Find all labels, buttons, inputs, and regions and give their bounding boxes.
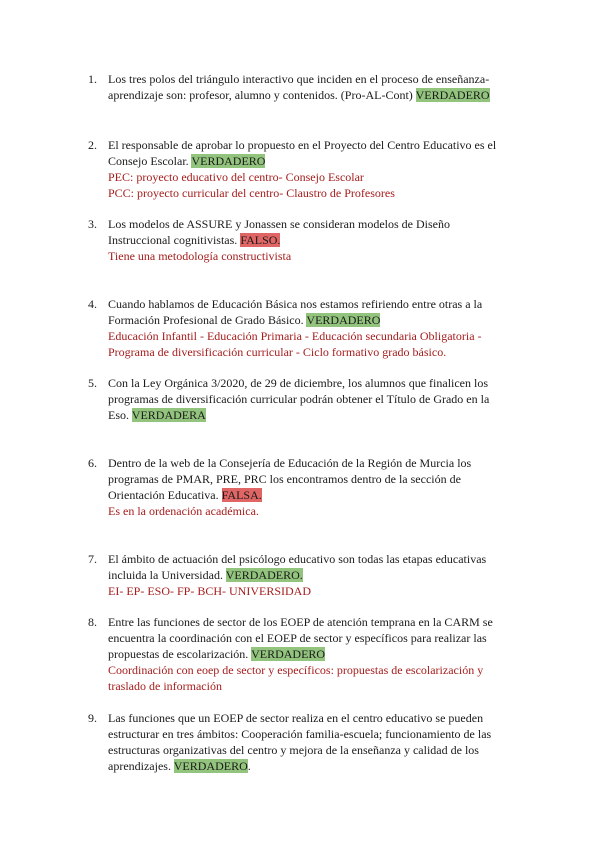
question-number: 2.: [88, 138, 97, 152]
answer-note: Coordinación con eoep de sector y específicos: propuestas de escolarización y traslado de información: [108, 663, 484, 693]
question-text: Los modelos de ASSURE y Jonassen se consideran modelos de Diseño Instruccional cognitivistas.: [108, 217, 450, 247]
verdict-true-badge: VERDADERA: [131, 408, 206, 422]
question-number: 6.: [88, 456, 97, 470]
answer-note: Educación Infantil - Educación Primaria - Educación secundaria Obligatoria - Programa de diversificación curricular - Ciclo formativo grado básico.: [108, 329, 482, 359]
question-1: [88, 71, 504, 103]
question-number: 7.: [88, 552, 97, 566]
answer-note: EI- EP- ESO- FP- BCH- UNIVERSIDAD: [108, 584, 311, 598]
question-text: Cuando hablamos de Educación Básica nos estamos refiriendo entre otras a la Formación Profesional de Grado Básico.: [108, 297, 483, 327]
question-text: Las funciones que un EOEP de sector realiza en el centro educativo se pueden estructurar en tres ámbitos: Cooperación familia-escuela; funcionamiento de las estructuras organizativas del centro y mejora de la enseñanza y calidad de los aprendizajes.: [108, 711, 492, 773]
question-8: [88, 614, 504, 694]
answer-note: Tiene una metodología constructivista: [108, 249, 292, 263]
question-text: Dentro de la web de la Consejería de Educación de la Región de Murcia los programas de PMAR, PRE, PRC los encontramos dentro de la sección de Orientación Educativa.: [108, 456, 472, 502]
question-number: 1.: [88, 72, 97, 86]
question-3: [88, 216, 504, 264]
verdict-true-badge: VERDADERO: [251, 647, 326, 661]
question-text: El responsable de aprobar lo propuesto en el Proyecto del Centro Educativo es el Consejo Escolar.: [108, 138, 497, 168]
question-9: [88, 710, 504, 774]
question-2: [88, 137, 504, 201]
trailing-period: .: [247, 759, 251, 773]
answer-note: PEC: proyecto educativo del centro- Consejo Escolar: [108, 170, 364, 184]
question-6: [88, 455, 504, 519]
question-text: Los tres polos del triángulo interactivo que inciden en el proceso de enseñanza-aprendizaje son: profesor, alumno y contenidos. (Pro-AL-Cont): [108, 72, 490, 102]
question-7: [88, 551, 504, 599]
answer-note: Es en la ordenación académica.: [108, 504, 259, 518]
question-5: [88, 375, 504, 423]
verdict-true-badge: VERDADERO: [173, 759, 248, 773]
verdict-false-badge: FALSA.: [221, 488, 262, 502]
verdict-true-badge: VERDADERO: [191, 154, 266, 168]
answer-note: PCC: proyecto curricular del centro- Claustro de Profesores: [108, 186, 395, 200]
question-number: 9.: [88, 711, 97, 725]
verdict-true-badge: VERDADERO: [415, 88, 490, 102]
verdict-false-badge: FALSO.: [240, 233, 281, 247]
question-text: El ámbito de actuación del psicólogo educativo son todas las etapas educativas incluida la Universidad.: [108, 552, 487, 582]
question-text: Entre las funciones de sector de los EOEP de atención temprana en la CARM se encuentra la coordinación con el EOEP de sector y específicos para realizar las propuestas de escolarización.: [108, 615, 493, 661]
question-number: 3.: [88, 217, 97, 231]
question-number: 5.: [88, 376, 97, 390]
question-text: Con la Ley Orgánica 3/2020, de 29 de diciembre, los alumnos que finalicen los programas de diversificación curricular podrán obtener el Título de Grado en la Eso.: [108, 376, 490, 422]
verdict-true-badge: VERDADERO.: [225, 568, 303, 582]
question-4: [88, 296, 504, 360]
question-number: 8.: [88, 615, 97, 629]
verdict-true-badge: VERDADERO: [306, 313, 381, 327]
question-number: 4.: [88, 297, 97, 311]
